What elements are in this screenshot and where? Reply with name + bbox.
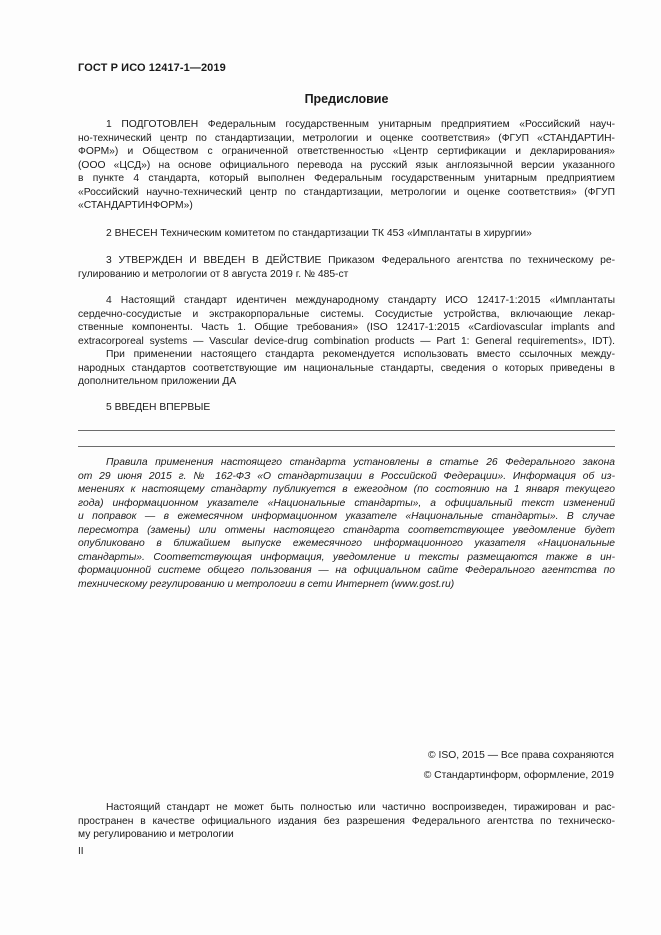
- section-5-line: 5 ВВЕДЕН ВПЕРВЫЕ: [106, 402, 211, 413]
- section-5: [78, 401, 615, 415]
- section-1-line: в пункте 4 стандарта, который выполнен Федеральным государственным унитарным предприятием: [78, 173, 615, 184]
- reproduction-line: Настоящий стандарт не может быть полностью или частично воспроизведен, тиражирован и рас-: [106, 802, 615, 813]
- standard-header: ГОСТ Р ИСО 12417-1—2019: [78, 62, 226, 74]
- reproduction-line: му регулированию и метрологии: [78, 829, 234, 840]
- notice-line: Правила применения настоящего стандарта установлены в статье 26 Федерального закона: [106, 457, 615, 468]
- section-4-line: ственные компоненты. Часть 1. Общие требования» (ISO 12417-1:2015 «Cardiovascular implants and: [78, 322, 615, 333]
- section-4: [78, 294, 615, 389]
- page-title: [0, 92, 661, 106]
- divider-bottom: [78, 446, 615, 447]
- reproduction-line: пространен в качестве официального издания без разрешения Федерального агентства по техническо-: [78, 815, 615, 827]
- section-4-line: сердечно-сосудистые и экстракорпоральные системы. Сосудистые устройства, включающие лекар-: [78, 308, 615, 320]
- section-4-line: 4 Настоящий стандарт идентичен международному стандарту ИСО 12417-1:2015 «Имплантаты: [106, 295, 615, 306]
- section-1-line: «Российский научно-технический центр по стандартизации, метрологии и оценке соответствия» (ФГУП: [78, 186, 615, 198]
- notice-line: года) информационном указателе «Национальные стандарты», а официальный текст изменений: [78, 497, 615, 509]
- section-4-line: дополнительном приложении ДА: [78, 376, 237, 387]
- section-4-line: При применении настоящего стандарта рекомендуется использовать вместо ссылочных между-: [106, 349, 615, 360]
- section-1: [78, 118, 615, 213]
- section-2-line: 2 ВНЕСЕН Техническим комитетом по стандартизации ТК 453 «Имплантаты в хирургии»: [106, 228, 532, 239]
- section-1-line: «СТАНДАРТИНФОРМ»): [78, 200, 193, 211]
- application-notice: [78, 456, 615, 591]
- notice-line: формационной системе общего пользования — на официальном сайте Федерального агентства по: [78, 565, 615, 576]
- section-3: [78, 254, 615, 281]
- page-title-text: Предисловие: [304, 92, 389, 106]
- notice-line: опубликовано в ближайшем выпуске ежемесячного информационного указателя «Национальные: [78, 538, 615, 549]
- section-1-line: но-технический центр по стандартизации, метрологии и оценке соответствия» (ФГУП «СТАНДАРТИН-: [78, 132, 615, 144]
- section-4-line: народных стандартов соответствующие им национальные стандарты, сведения о которых приведены в: [78, 362, 615, 374]
- notice-line: и поправок — в ежемесячном информационном указателе «Национальные стандарты». В случае: [78, 511, 615, 522]
- section-1-line: (ООО «ЦСД») на основе официального перевода на русский язык англоязычной версии указанного: [78, 159, 615, 171]
- notice-line: техническому регулированию и метрологии в сети Интернет (www.gost.ru): [78, 578, 455, 590]
- copyright-iso: © ISO, 2015 — Все права сохраняются: [428, 750, 614, 761]
- reproduction-notice: [78, 801, 615, 842]
- section-4-line: extracorporeal systems — Vascular device-drug combination products — Part 1: General requirements», IDT).: [78, 335, 615, 347]
- page-number: II: [78, 846, 84, 857]
- section-2: [78, 227, 615, 241]
- section-1-line: ФОРМ») и Обществом с ограниченной ответственностью «Центр сертификации и декларирования»: [78, 146, 615, 157]
- section-3-line: гулированию и метрологии от 8 августа 2019 г. № 485-ст: [78, 268, 349, 280]
- copyright-standartinform: © Стандартинформ, оформление, 2019: [423, 770, 614, 781]
- notice-line: пересмотра (замены) или отмены настоящего стандарта соответствующее уведомление будет: [78, 524, 615, 536]
- divider-top: [78, 430, 615, 431]
- notice-line: от 29 июня 2015 г. № 162-ФЗ «О стандартизации в Российской Федерации». Информация об из-: [78, 470, 615, 482]
- notice-line: стандарты». Соответствующая информация, уведомление и тексты размещаются также в ин-: [78, 551, 615, 563]
- notice-line: менениях к настоящему стандарту публикуется в ежегодном (по состоянию на 1 января текущего: [78, 484, 615, 495]
- section-1-line: 1 ПОДГОТОВЛЕН Федеральным государственным унитарным предприятием «Российский науч-: [106, 119, 615, 130]
- section-3-line: 3 УТВЕРЖДЕН И ВВЕДЕН В ДЕЙСТВИЕ Приказом Федерального агентства по техническому ре-: [106, 255, 615, 266]
